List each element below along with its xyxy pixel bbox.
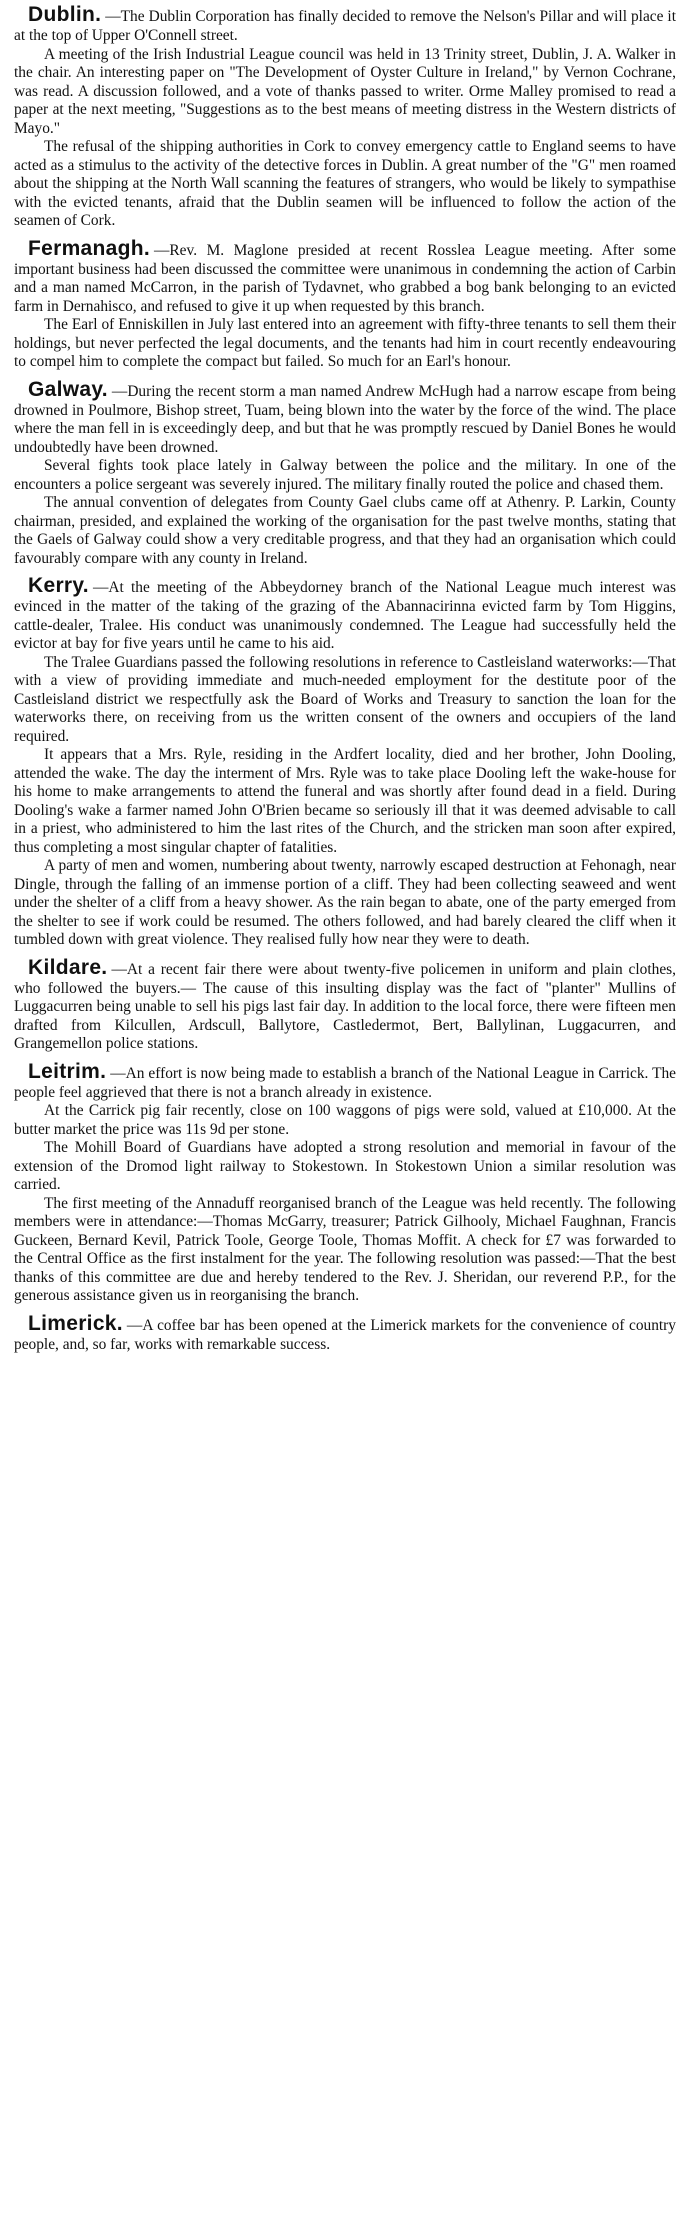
section-heading: Fermanagh. [28, 236, 151, 260]
paragraph: A party of men and women, numbering about twenty, narrowly escaped destruction at Fehonagh, near Dingle, through the falling of an immense portion of a cliff. They had been collecting seaweed and went under the shelter of a cliff from a heavy shower. As the rain began to abate, one of the party emerged from the shelter to see if work could be resumed. The others followed, and had barely cleared the cliff when it tumbled down with great violence. They realised fully how near they were to death. [14, 857, 676, 949]
section-heading: Kerry. [28, 574, 89, 598]
section-heading: Leitrim. [28, 1059, 107, 1083]
section-leitrim [14, 1059, 676, 1306]
paragraph: A meeting of the Irish Industrial League council was held in 13 Trinity street, Dublin, J. A. Walker in the chair. An interesting paper on "The Development of Oyster Culture in Ireland," by Vernon Cochrane, was read. A discussion followed, and a vote of thanks passed to writer. Orme Malley promised to read a paper at the next meeting, "Suggestions as to the best means of meeting distress in the Western districts of Mayo." [14, 45, 676, 137]
section-heading: Kildare. [28, 955, 108, 979]
paragraph [14, 1311, 676, 1355]
paragraph-text: —At the meeting of the Abbeydorney branch of the National League much interest was evinced in the matter of the taking of the grazing of the Abannacirinna evicted farm by Tom Higgins, cattle-dealer, Tralee. His conduct was unanimously condemned. The League had successfully held the evictor at bay for five years until he came to his aid. [14, 579, 676, 653]
paragraph: The first meeting of the Annaduff reorganised branch of the League was held recently. The following members were in attendance:—Thomas McGarry, treasurer; Patrick Gilhooly, Michael Faughnan, Francis Guckeen, Bernard Kevil, Patrick Toole, George Toole, Thomas Moffit. A check for £7 was forwarded to the Central Office as the first instalment for the year. The following resolution was passed:—That the best thanks of this committee are due and hereby tendered to the Rev. J. Sheridan, our reverend P.P., for the generous assistance given us in reorganising the branch. [14, 1194, 676, 1305]
section-kildare [14, 955, 676, 1054]
section-galway [14, 377, 676, 569]
section-dublin [14, 2, 676, 231]
section-fermanagh [14, 236, 676, 372]
paragraph [14, 1059, 676, 1103]
section-heading: Limerick. [28, 1311, 123, 1335]
section-limerick [14, 1311, 676, 1355]
paragraph [14, 377, 676, 458]
paragraph: The Mohill Board of Guardians have adopted a strong resolution and memorial in favour of the extension of the Dromod light railway to Stokestown. In Stokestown Union a similar resolution was carried. [14, 1139, 676, 1194]
paragraph: Several fights took place lately in Galway between the police and the military. In one of the encounters a police sergeant was severely injured. The military finally routed the police and chased them. [14, 457, 676, 493]
section-kerry [14, 573, 676, 949]
paragraph-text: —The Dublin Corporation has finally decided to remove the Nelson's Pillar and will place it at the top of Upper O'Connell street. [14, 8, 676, 45]
paragraph [14, 955, 676, 1054]
paragraph: The Tralee Guardians passed the following resolutions in reference to Castleisland waterworks:—That with a view of providing immediate and much-needed employment for the destitute poor of the Castleisland district we respectfully ask the Board of Works and Treasury to sanction the loan for the waterworks there, on receiving from us the written consent of the owners and occupiers of the land required. [14, 653, 676, 745]
paragraph: At the Carrick pig fair recently, close on 100 waggons of pigs were sold, valued at £10,000. At the butter market the price was 11s 9d per stone. [14, 1102, 676, 1138]
paragraph-text: —At a recent fair there were about twenty-five policemen in uniform and plain clothes, who followed the buyers.— The cause of this insulting display was the fact of "planter" Mullins of Luggacurren being unable to sell his pigs last fair day. In addition to the local force, there were fifteen men drafted from Kilcullen, Ardscull, Ballytore, Castledermot, Bert, Ballylinan, Luggacurren, and Grangemellon police stations. [14, 960, 676, 1053]
paragraph [14, 2, 676, 46]
paragraph-text: —An effort is now being made to establish a branch of the National League in Carrick. The people feel aggrieved that there is not a branch already in existence. [14, 1064, 676, 1101]
section-heading: Dublin. [28, 3, 102, 26]
paragraph: The Earl of Enniskillen in July last entered into an agreement with fifty-three tenants to sell them their holdings, but never perfected the legal documents, and the tenants had him in court recently endeavouring to compel him to complete the compact but failed. So much for an Earl's honour. [14, 316, 676, 371]
paragraph-text: —Rev. M. Maglone presided at recent Rosslea League meeting. After some important business had been discussed the committee were unanimous in condemning the action of Carbin and a man named McCarron, in the parish of Tydavnet, who grabbed a bog bank belonging to an evicted farm in Dernahisco, and refused to give it up when requested by this branch. [14, 241, 676, 315]
paragraph [14, 573, 676, 654]
paragraph-text: —During the recent storm a man named Andrew McHugh had a narrow escape from being drowned in Poulmore, Bishop street, Tuam, being blown into the water by the force of the wind. The place where the man fell in is exceedingly deep, and but that he was promptly rescued by Daniel Bones he would undoubtedly have been drowned. [14, 382, 676, 456]
section-heading: Galway. [28, 377, 108, 401]
paragraph: The refusal of the shipping authorities in Cork to convey emergency cattle to England seems to have acted as a stimulus to the activity of the detective forces in Dublin. A great number of the "G" men roamed about the shipping at the North Wall scanning the features of strangers, who would be likely to sympathise with the evicted tenants, afraid that the Dublin seamen will be influenced to follow the action of the seamen of Cork. [14, 138, 676, 230]
paragraph [14, 236, 676, 317]
paragraph: It appears that a Mrs. Ryle, residing in the Ardfert locality, died and her brother, John Dooling, attended the wake. The day the interment of Mrs. Ryle was to take place Dooling left the wake-house for his home to make arrangements to attend the funeral and was shortly after found dead in a field. During Dooling's wake a farmer named John O'Brien became so seriously ill that it was deemed advisable to call in a priest, who administered to him the last rites of the Church, and the stricken man soon after expired, thus completing a most singular chapter of fatalities. [14, 746, 676, 856]
paragraph: The annual convention of delegates from County Gael clubs came off at Athenry. P. Larkin, County chairman, presided, and explained the working of the organisation for the past twelve months, stating that the Gaels of Galway could show a very creditable progress, and that they had an organisation which could favourably compare with any county in Ireland. [14, 494, 676, 567]
paragraph-text: —A coffee bar has been opened at the Limerick markets for the convenience of country people, and, so far, works with remarkable success. [14, 1316, 676, 1353]
